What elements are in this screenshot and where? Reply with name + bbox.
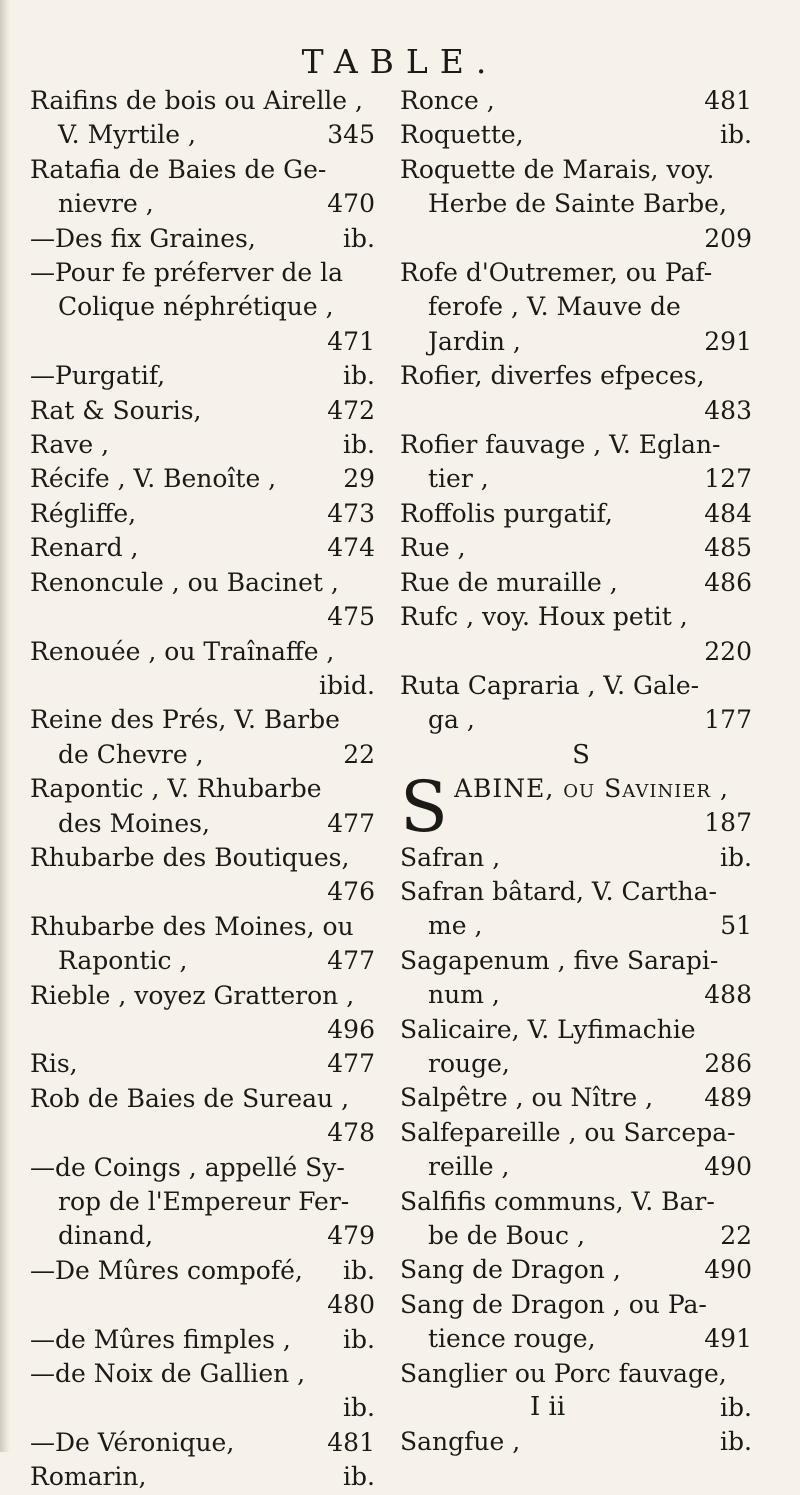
entry-text: Sang de Dragon , ou Pa- (400, 1289, 707, 1319)
page-number: 490 (704, 1152, 752, 1182)
page-number: 472 (327, 395, 375, 425)
entry-line (400, 1185, 762, 1219)
entry-text: —de Coings , appellé Sy- (30, 1152, 345, 1182)
page-number: 220 (704, 636, 752, 666)
entry-text: Ratafia de Baies de Ge- (30, 154, 327, 184)
page-number: 291 (704, 326, 752, 356)
entry-line (30, 462, 385, 496)
entry-text: Salpêtre , ou Nître , (400, 1083, 654, 1113)
entry-text: tier , (428, 464, 489, 494)
entry-text: Salfepareille , ou Sarcepa- (400, 1117, 736, 1147)
right-column (400, 84, 762, 1460)
index-entry (30, 428, 385, 462)
entry-text: Roquette de Marais, voy. (400, 154, 715, 184)
entry-text: de Chevre , (58, 739, 204, 769)
page-number: 51 (720, 911, 752, 941)
entry-line (400, 1013, 762, 1047)
entry-line (30, 841, 385, 875)
page-number: 345 (327, 120, 375, 150)
index-entry (400, 1425, 762, 1459)
index-entry (30, 462, 385, 496)
s-entries (400, 765, 762, 1460)
entry-line (400, 1253, 762, 1287)
page-number: 177 (704, 705, 752, 735)
entry-line (400, 84, 762, 118)
page-binding-edge (0, 0, 10, 1452)
index-entry (400, 841, 762, 875)
entry-text: Safran , (400, 842, 501, 872)
index-entry (30, 910, 385, 979)
page-number: 477 (327, 808, 375, 838)
index-entry (30, 497, 385, 531)
entry-text: ferofe , V. Mauve de (428, 292, 681, 322)
page-number: 474 (327, 533, 375, 563)
index-entry (30, 153, 385, 222)
entry-text: —De Mûres compofé, (30, 1255, 303, 1285)
entry-line (400, 703, 762, 737)
page-number: 480 (327, 1290, 375, 1320)
page-number: 475 (327, 602, 375, 632)
page-number: 483 (704, 395, 752, 425)
page-number: 481 (327, 1427, 375, 1457)
entry-line (400, 256, 762, 290)
index-entry (400, 256, 762, 359)
entry-line (400, 600, 762, 634)
index-entry (30, 1082, 385, 1151)
page-number: ib. (343, 223, 375, 253)
entry-text: Sanglier ou Porc fauvage, (400, 1358, 727, 1388)
entry-text: Rue de muraille , (400, 567, 618, 597)
entry-text: Jardin , (428, 326, 521, 356)
entry-line (30, 153, 385, 187)
index-entry (400, 84, 762, 118)
entry-line (400, 325, 762, 359)
index-entry (30, 772, 385, 841)
entry-line (400, 1081, 762, 1115)
entry-text: num , (428, 980, 500, 1010)
page-number: ib. (343, 361, 375, 391)
entry-text: Rufc , voy. Houx petit , (400, 602, 688, 632)
entry-text: Rat & Souris, (30, 395, 202, 425)
index-entry (30, 222, 385, 256)
entry-line (30, 394, 385, 428)
page-title: TABLE. (301, 42, 499, 81)
entry-line (30, 187, 385, 221)
entry-line (400, 875, 762, 909)
index-entry (400, 875, 762, 944)
entry-text: Herbe de Sainte Barbe, (428, 189, 727, 219)
index-entry (400, 531, 762, 565)
index-entry (30, 841, 385, 910)
entry-text: Salicaire, V. Lyfimachie (400, 1014, 696, 1044)
index-entry (400, 1081, 762, 1115)
index-entry (30, 1460, 385, 1494)
entry-line (400, 359, 762, 393)
index-entry (30, 1323, 385, 1357)
entry-text: Sagapenum , five Sarapi- (400, 945, 719, 975)
index-entry (30, 1047, 385, 1081)
page-number: ibid. (319, 670, 375, 700)
entry-text: Rave , (30, 430, 110, 460)
entry-text: Rhubarbe des Moines, ou (30, 911, 354, 941)
index-entry (400, 1253, 762, 1287)
entry-line (30, 1082, 385, 1116)
entry-line (30, 944, 385, 978)
page-number: 477 (327, 946, 375, 976)
page-number: 471 (327, 326, 375, 356)
entry-line (30, 703, 385, 737)
entry-text: rop de l'Empereur Fer- (58, 1187, 350, 1216)
entry-line (30, 290, 385, 324)
page-number: 22 (720, 1221, 752, 1250)
entry-line (30, 497, 385, 531)
index-entry (30, 566, 385, 635)
r-entries (400, 84, 762, 738)
page-number: 286 (704, 1048, 752, 1078)
page-number: 187 (704, 808, 752, 838)
entry-text: Rofier fauvage , V. Eglan- (400, 430, 721, 460)
entry-line (400, 1425, 762, 1459)
entry-text: —De Véronique, (30, 1427, 235, 1457)
entry-line (30, 566, 385, 600)
page-number: ib. (343, 1393, 375, 1423)
entry-text: be de Bouc , (428, 1221, 585, 1250)
entry-line (400, 566, 762, 600)
section-letter-s: S (572, 739, 590, 770)
index-entry (400, 1357, 762, 1426)
index-entry (30, 1254, 385, 1288)
page-number: 29 (343, 464, 375, 494)
index-entry (30, 1357, 385, 1426)
entry-line (30, 428, 385, 462)
index-entry (30, 1151, 385, 1254)
index-entry (30, 84, 385, 153)
entry-line (30, 1254, 385, 1288)
index-entry (30, 256, 385, 359)
entry-text: —Pour fe préferver de la (30, 258, 344, 288)
entry-text: Récife , V. Benoîte , (30, 464, 277, 494)
entry-text: dinand, (58, 1221, 154, 1251)
entry-text: Roquette, (400, 120, 524, 150)
index-entry (400, 600, 762, 669)
entry-text: Raifins de bois ou Airelle , (30, 86, 363, 115)
entry-text: Reine des Prés, V. Barbe (30, 705, 340, 735)
entry-line (400, 531, 762, 565)
entry-text: Romarin, (30, 1462, 147, 1492)
entry-line (400, 978, 762, 1012)
page-number: 209 (704, 223, 752, 253)
index-entry (400, 359, 762, 428)
entry-line (30, 1357, 385, 1391)
entry-line (30, 1426, 385, 1460)
entry-text: Rapontic , V. Rhubarbe (30, 774, 322, 804)
page-number: 491 (704, 1324, 752, 1354)
entry-text: Ruta Capraria , V. Gale- (400, 670, 700, 700)
index-entry (30, 359, 385, 393)
entry-line (30, 1047, 385, 1081)
index-entry (400, 497, 762, 531)
page-number: ib. (343, 430, 375, 460)
entry-text: Rob de Baies de Sureau , (30, 1083, 350, 1113)
index-entry (30, 979, 385, 1048)
index-entry (30, 703, 385, 772)
entry-text: nievre , (58, 189, 154, 219)
index-entry (30, 1288, 385, 1322)
entry-text: Renoncule , ou Bacinet , (30, 567, 339, 597)
entry-line (30, 910, 385, 944)
index-entry (400, 1116, 762, 1185)
entry-text: ga , (428, 705, 475, 735)
entry-line (30, 1219, 385, 1253)
page-number: ib. (720, 842, 752, 872)
entry-text: Rue , (400, 533, 466, 563)
entry-text: Régliffe, (30, 498, 137, 528)
entry-text: Ris, (30, 1049, 78, 1079)
entry-line (400, 1047, 762, 1081)
entry-line (400, 841, 762, 875)
index-entry (400, 118, 762, 152)
page-number: 484 (704, 498, 752, 528)
entry-text: Salfifis communs, V. Bar- (400, 1186, 715, 1216)
entry-text: —de Noix de Gallien , (30, 1359, 306, 1389)
entry-line (454, 772, 762, 806)
entry-line (400, 497, 762, 531)
page-number: 476 (327, 877, 375, 907)
entry-text: V. Myrtile , (58, 120, 196, 150)
entry-line (30, 118, 385, 152)
entry-line (30, 772, 385, 806)
entry-line (30, 1185, 385, 1219)
entry-line (30, 979, 385, 1013)
entry-line (30, 256, 385, 290)
index-entry (400, 1013, 762, 1082)
page-number: 485 (704, 533, 752, 563)
entry-text: Roffolis purgatif, (400, 498, 613, 528)
page-number: 496 (327, 1014, 375, 1044)
index-entry (400, 1185, 762, 1254)
index-entry (30, 1426, 385, 1460)
index-entry (400, 944, 762, 1013)
entry-line (30, 1460, 385, 1494)
entry-line (400, 428, 762, 462)
entry-text: Sang de Dragon , (400, 1255, 621, 1285)
page-number: ib. (343, 1324, 375, 1354)
entry-line (400, 1116, 762, 1150)
entry-line (30, 635, 385, 669)
entry-line (400, 1357, 762, 1391)
page-number: 479 (327, 1221, 375, 1251)
entry-line (30, 738, 385, 772)
signature-mark: I ii (530, 1392, 566, 1422)
entry-line (400, 669, 762, 703)
entry-line (30, 1323, 385, 1357)
page-number: ib. (720, 1393, 752, 1423)
entry-line (400, 1219, 762, 1253)
page-number: 478 (327, 1118, 375, 1148)
page-number: 489 (704, 1083, 752, 1113)
entry-text: —de Mûres fimples , (30, 1324, 291, 1354)
entry-text: —Des fix Graines, (30, 223, 256, 253)
entry-line (30, 222, 385, 256)
index-entry (400, 566, 762, 600)
page-number: 22 (343, 739, 375, 769)
entry-text: Sangfue , (400, 1427, 521, 1457)
entry-line (400, 1150, 762, 1184)
page-number: 470 (327, 189, 375, 219)
entry-line (30, 1151, 385, 1185)
left-column (30, 84, 385, 1495)
index-entry (400, 765, 762, 848)
entry-text: Colique néphrétique , (58, 292, 334, 322)
index-entry (30, 394, 385, 428)
entry-line (30, 84, 385, 118)
page-number: 127 (704, 464, 752, 494)
entry-line (400, 1322, 762, 1356)
entry-text: Renard , (30, 533, 139, 563)
index-entry (30, 635, 385, 704)
page-number: ib. (720, 120, 752, 150)
index-entry (400, 428, 762, 497)
entry-text: —Purgatif, (30, 361, 166, 391)
entry-term: ABINE, ou Savinier , (453, 773, 729, 803)
entry-text: Renouée , ou Traînaffe , (30, 636, 335, 666)
entry-line (400, 290, 762, 324)
page-number: 473 (327, 498, 375, 528)
page-number: 488 (704, 980, 752, 1010)
page-number: 490 (704, 1255, 752, 1285)
entry-line (30, 531, 385, 565)
index-entry (400, 153, 762, 256)
entry-line (400, 153, 762, 187)
entry-line (30, 359, 385, 393)
index-entry (30, 531, 385, 565)
entry-text: Rhubarbe des Boutiques, (30, 842, 350, 872)
page-number: 481 (704, 86, 752, 115)
drop-cap: S (400, 765, 448, 848)
entry-text: reille , (428, 1152, 510, 1182)
page-number: ib. (343, 1255, 375, 1285)
entry-line (400, 909, 762, 943)
entry-text: Rofier, diverfes efpeces, (400, 361, 705, 391)
index-entry (400, 1288, 762, 1357)
entry-text: rouge, (428, 1048, 510, 1078)
page-number: 477 (327, 1049, 375, 1079)
entry-line (400, 187, 762, 221)
entry-text: des Moines, (58, 808, 210, 838)
entry-text: me , (428, 911, 483, 941)
entry-line (400, 462, 762, 496)
entry-text: Ronce , (400, 86, 495, 115)
entry-line (400, 1288, 762, 1322)
entry-text: Rieble , voyez Gratteron , (30, 980, 355, 1010)
entry-line (400, 944, 762, 978)
entry-text: tience rouge, (428, 1324, 596, 1354)
page-number: 486 (704, 567, 752, 597)
entry-text: Safran bâtard, V. Cartha- (400, 876, 717, 906)
entry-line (400, 118, 762, 152)
page-number: ib. (343, 1462, 375, 1492)
page-number: ib. (720, 1427, 752, 1457)
entry-text: Rofe d'Outremer, ou Paf- (400, 258, 713, 288)
index-entry (400, 669, 762, 738)
entry-text: Rapontic , (58, 946, 188, 976)
entry-line (30, 807, 385, 841)
